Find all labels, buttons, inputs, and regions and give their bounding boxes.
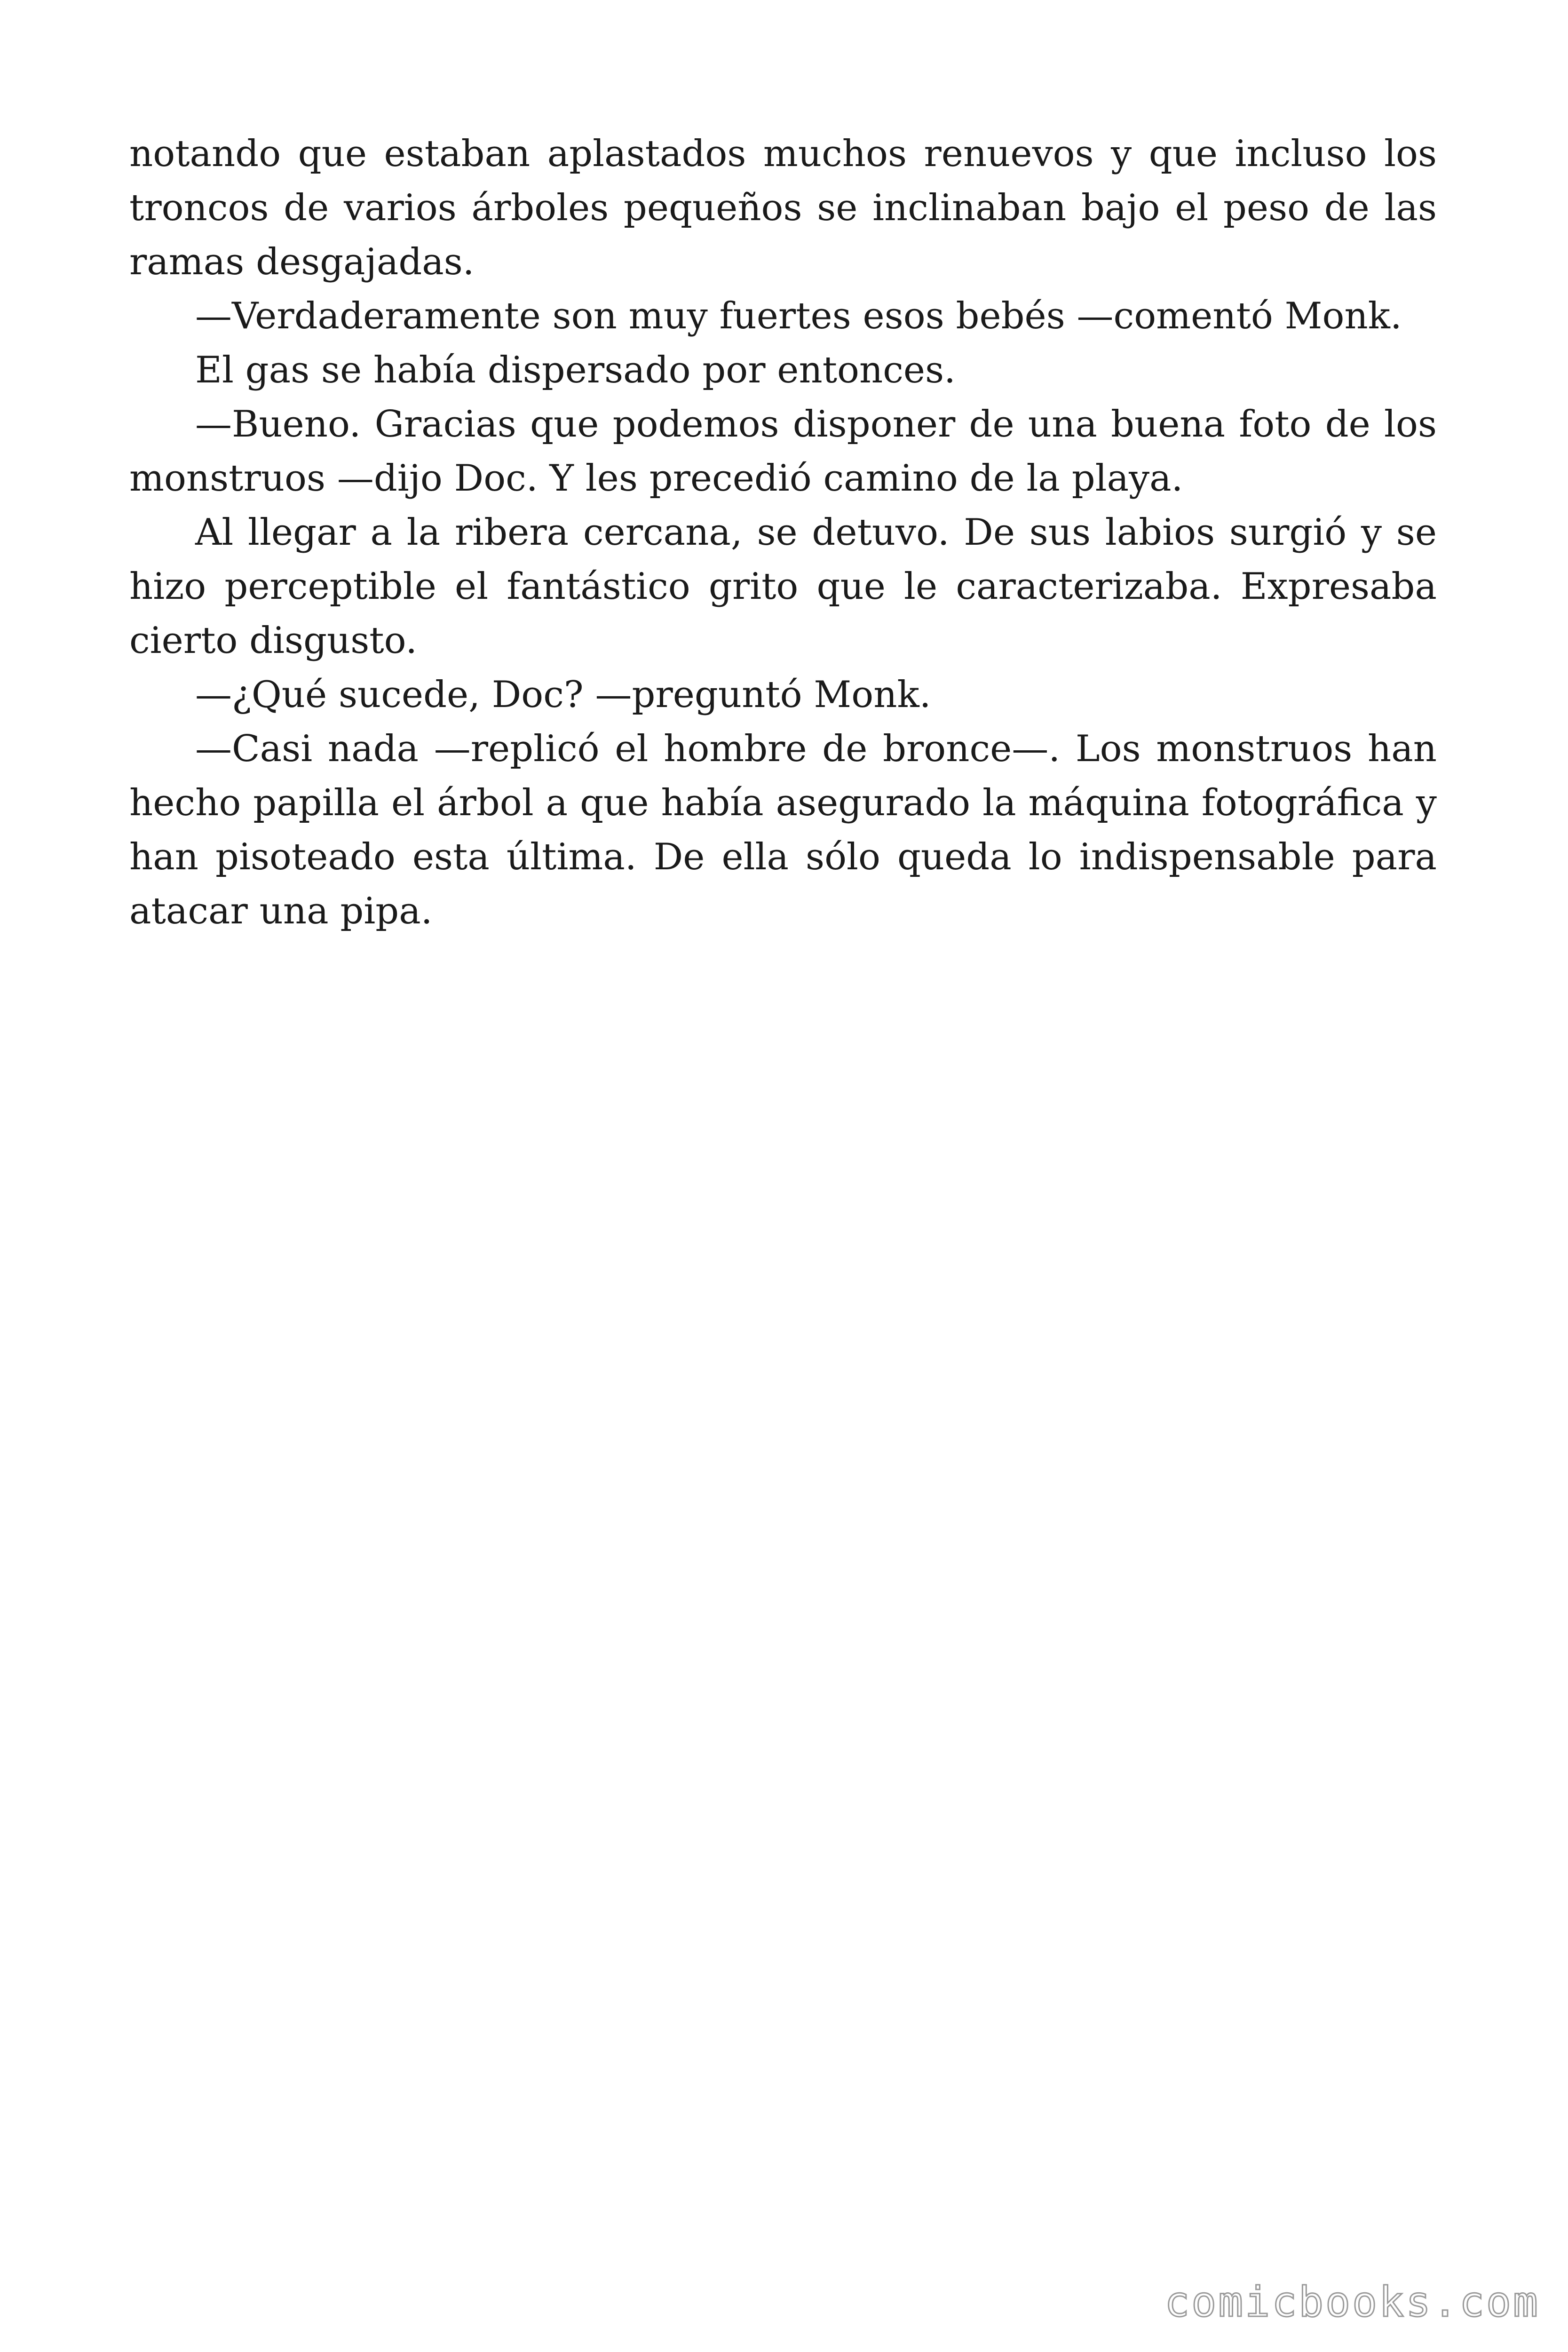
body-text: [129, 127, 1437, 938]
paragraph-1: notando que estaban aplastados muchos renuevos y que incluso los troncos de varios árboles pequeños se inclinaban bajo el peso de las ramas desgajadas.: [129, 133, 1437, 283]
paragraph-2: —Verdaderamente son muy fuertes esos bebés —comentó Monk.: [195, 295, 1402, 337]
paragraph-5: Al llegar a la ribera cercana, se detuvo. De sus labios surgió y se hizo perceptible el fantástico grito que le caracterizaba. Expresaba cierto disgusto.: [129, 511, 1437, 662]
paragraph-6: —¿Qué sucede, Doc? —preguntó Monk.: [195, 674, 931, 716]
paragraph-4: —Bueno. Gracias que podemos disponer de una buena foto de los monstruos —dijo Doc. Y les precedió camino de la playa.: [129, 403, 1437, 500]
watermark: comicbooks.com: [1164, 2278, 1540, 2326]
paragraph-7: —Casi nada —replicó el hombre de bronce—. Los monstruos han hecho papilla el árbol a que había asegurado la máquina fotográfica y han pisoteado esta última. De ella sólo queda lo indispensable para atacar una pipa.: [129, 728, 1437, 932]
paragraph-3: El gas se había dispersado por entonces.: [195, 349, 956, 391]
